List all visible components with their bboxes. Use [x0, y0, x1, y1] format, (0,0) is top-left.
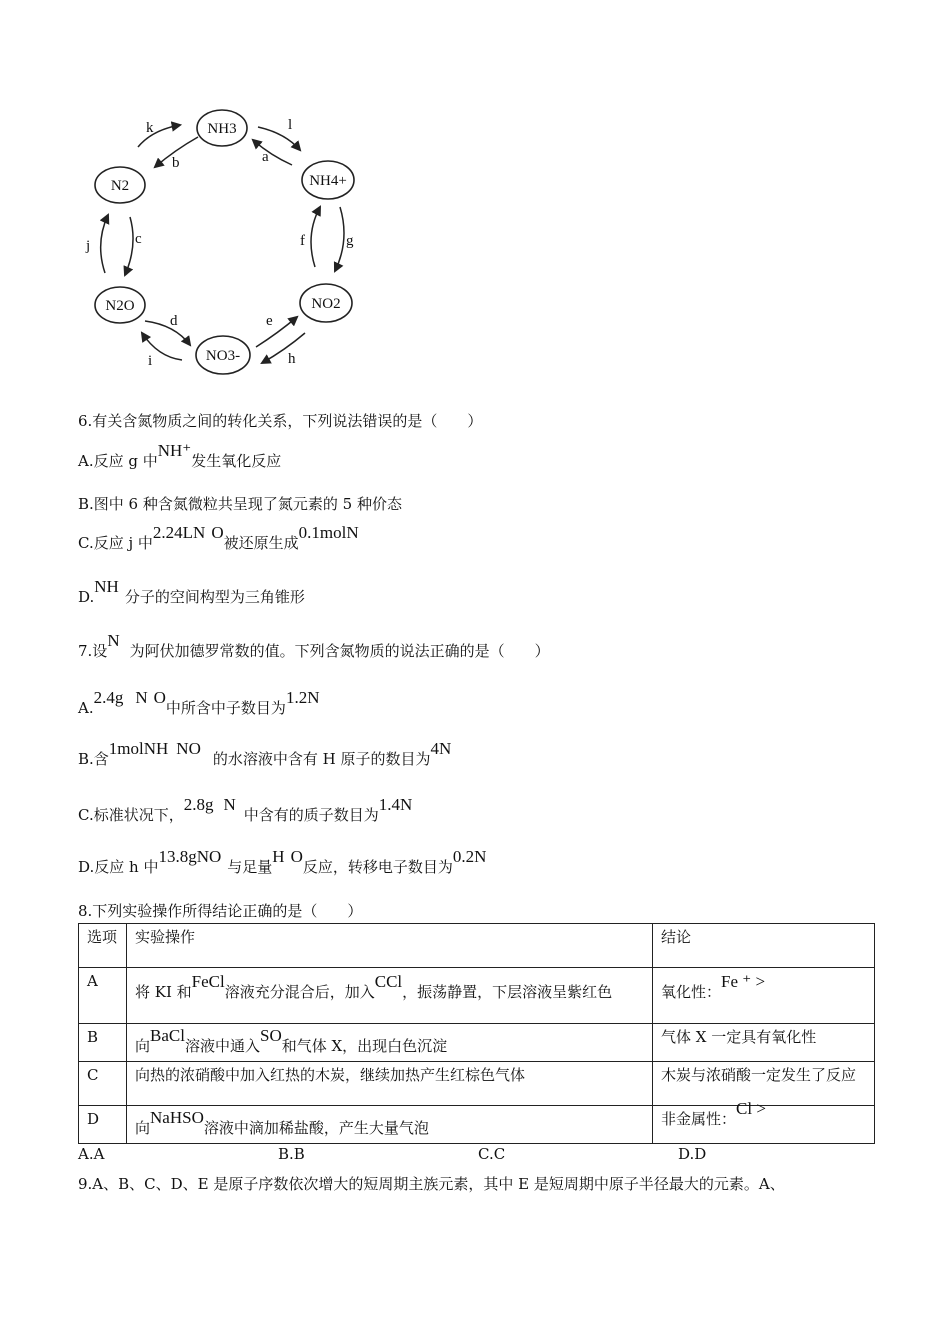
cell-conclusion: 氧化性：Fe ⁺ > — [653, 968, 875, 1024]
q7-stem: 7.设N为阿伏加德罗常数的值。下列含氮物质的说法正确的是（ ） — [78, 631, 550, 660]
arrow-g — [335, 207, 344, 271]
q8-option-d: D.D — [678, 1145, 707, 1163]
table-row — [79, 968, 875, 1024]
node-n2o-label: N2O — [105, 298, 135, 314]
label-a: a — [262, 149, 269, 165]
node-nh3-label: NH3 — [207, 121, 237, 137]
label-f: f — [300, 233, 305, 249]
arrow-e — [256, 317, 297, 347]
cell-conclusion: 非金属性：Cl > — [653, 1106, 875, 1144]
cell-option: A — [79, 968, 127, 1024]
q6-stem: 6.有关含氮物质之间的转化关系，下列说法错误的是（ ） — [78, 412, 483, 430]
arrow-f — [311, 207, 320, 267]
node-no3-label: NO3- — [205, 348, 241, 364]
label-h: h — [288, 351, 296, 367]
label-l: l — [288, 117, 293, 133]
q7-option-d: D.反应 h 中13.8gNO与足量H O反应，转移电子数目为0.2N — [78, 847, 487, 876]
q7-option-a: A.2.4g N O中所含中子数目为1.2N — [78, 688, 320, 717]
cell-conclusion: 气体 X 一定具有氧化性 — [653, 1024, 875, 1062]
table-row — [79, 1106, 875, 1144]
experiment-table — [78, 923, 875, 1144]
q8-option-c: C.C — [478, 1145, 506, 1163]
q9-stem: 9.A、B、C、D、E 是原子序数依次增大的短周期主族元素，其中 E 是短周期中原子半径最大的元素。A、 — [78, 1175, 785, 1193]
q6-option-c: C.反应 j 中2.24LN O被还原生成0.1molN — [78, 523, 359, 552]
label-g: g — [346, 233, 354, 249]
q7-option-c: C.标准状况下，2.8g N中含有的质子数目为1.4N — [78, 795, 413, 824]
label-c: c — [135, 231, 142, 247]
arrow-a — [253, 140, 292, 165]
cell-option: C — [79, 1062, 127, 1106]
q7-option-b: B.含1molNH NO的水溶液中含有 H 原子的数目为4N — [78, 739, 452, 768]
arrow-c — [125, 217, 133, 275]
header-operation: 实验操作 — [127, 924, 653, 968]
q6-option-a: A.反应 g 中NH⁺发生氧化反应 — [78, 441, 282, 470]
arrow-l — [258, 127, 300, 150]
q6-option-b: B.图中 6 种含氮微粒共呈现了氮元素的 5 种价态 — [78, 495, 402, 513]
label-e: e — [266, 313, 273, 329]
arrow-j — [101, 215, 108, 273]
node-n2-label: N2 — [110, 178, 130, 194]
arrow-h — [262, 333, 305, 363]
label-i: i — [148, 353, 153, 369]
cell-operation: 向热的浓硝酸中加入红热的木炭，继续加热产生红棕色气体 — [127, 1062, 653, 1106]
q8-stem: 8.下列实验操作所得结论正确的是（ ） — [78, 902, 363, 920]
q8-option-b: B.B — [278, 1145, 305, 1163]
cell-operation: 向NaHSO溶液中滴加稀盐酸，产生大量气泡 — [127, 1106, 653, 1144]
table-row — [79, 1024, 875, 1062]
label-j: j — [86, 238, 91, 254]
table-header-row — [79, 924, 875, 968]
label-k: k — [146, 120, 154, 136]
node-nh4-label: NH4+ — [309, 173, 347, 189]
cell-conclusion: 木炭与浓硝酸一定发生了反应 — [653, 1062, 875, 1106]
nitrogen-cycle-diagram — [70, 95, 370, 385]
arrow-k — [138, 125, 180, 147]
label-b: b — [172, 155, 180, 171]
q8-option-a: A.A — [78, 1145, 105, 1163]
q6-option-d: D.NH分子的空间构型为三角锥形 — [78, 577, 305, 606]
node-no2-label: NO2 — [311, 296, 341, 312]
header-option: 选项 — [79, 924, 127, 968]
header-conclusion: 结论 — [653, 924, 875, 968]
cell-operation: 将 KI 和FeCl溶液充分混合后，加入CCl，振荡静置，下层溶液呈紫红色 — [127, 968, 653, 1024]
arrow-d — [145, 321, 190, 345]
label-d: d — [170, 313, 178, 329]
cell-option: D — [79, 1106, 127, 1144]
cell-operation: 向BaCl溶液中通入SO和气体 X，出现白色沉淀 — [127, 1024, 653, 1062]
cell-option: B — [79, 1024, 127, 1062]
